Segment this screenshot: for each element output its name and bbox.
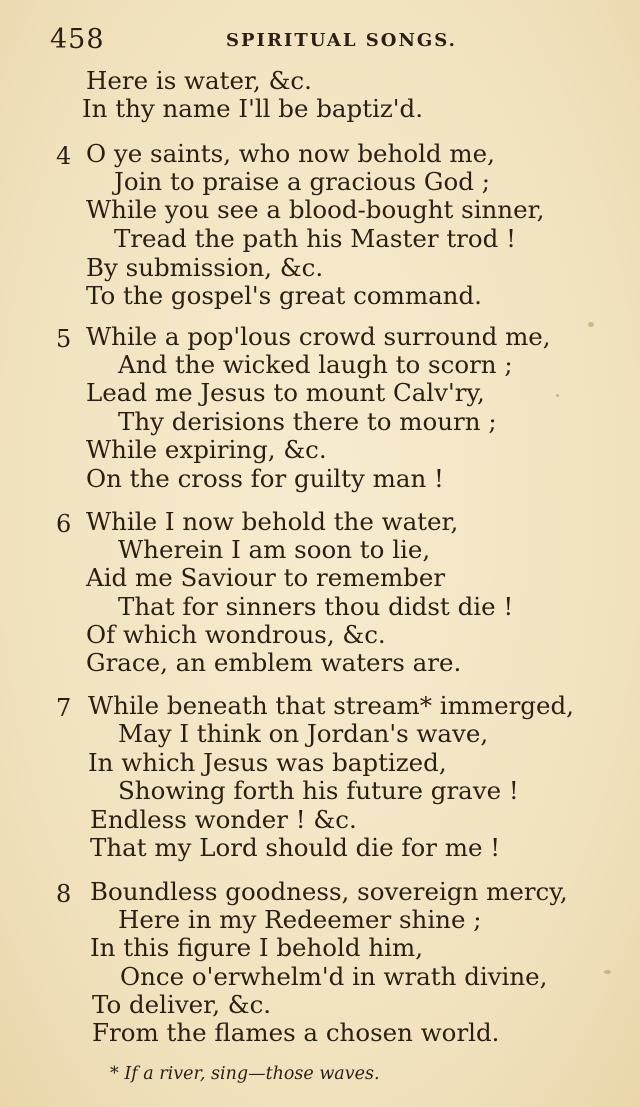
stanza-7-line-1: While beneath that stream* immerged, bbox=[88, 691, 574, 720]
continuation-line-2: In thy name I'll be baptiz'd. bbox=[82, 94, 424, 123]
stanza-4-line-6: To the gospel's great command. bbox=[86, 281, 482, 310]
stanza-6-line-1: While I now behold the water, bbox=[86, 507, 459, 536]
stanza-8-line-2: Here in my Redeemer shine ; bbox=[118, 905, 482, 934]
stanza-7-line-5: Endless wonder ! &c. bbox=[90, 805, 357, 834]
paper-speck bbox=[588, 322, 594, 327]
stanza-5-line-5: While expiring, &c. bbox=[86, 435, 327, 464]
stanza-6-line-6: Grace, an emblem waters are. bbox=[86, 648, 462, 677]
continuation-line-1: Here is water, &c. bbox=[86, 66, 312, 95]
stanza-6-number: 6 bbox=[56, 510, 72, 538]
stanza-8-number: 8 bbox=[56, 880, 72, 908]
paper-speck bbox=[604, 970, 611, 974]
stanza-5-line-1: While a pop'lous crowd surround me, bbox=[86, 322, 551, 351]
stanza-7-line-2: May I think on Jordan's wave, bbox=[118, 719, 489, 748]
stanza-6-line-3: Aid me Saviour to remember bbox=[86, 563, 446, 592]
stanza-7-number: 7 bbox=[56, 694, 72, 722]
stanza-4-line-1: O ye saints, who now behold me, bbox=[86, 139, 495, 168]
stanza-5-line-4: Thy derisions there to mourn ; bbox=[118, 407, 497, 436]
stanza-4-number: 4 bbox=[56, 142, 72, 170]
stanza-8-line-4: Once o'erwhelm'd in wrath divine, bbox=[120, 962, 548, 991]
stanza-6-line-5: Of which wondrous, &c. bbox=[86, 620, 386, 649]
footnote: * If a river, sing—those waves. bbox=[110, 1064, 380, 1084]
stanza-7-line-6: That my Lord should die for me ! bbox=[90, 833, 501, 862]
stanza-8-line-5: To deliver, &c. bbox=[92, 990, 272, 1019]
stanza-8-line-1: Boundless goodness, sovereign mercy, bbox=[90, 877, 568, 906]
stanza-4-line-3: While you see a blood-bought sinner, bbox=[86, 195, 545, 224]
stanza-8-line-3: In this figure I behold him, bbox=[90, 933, 423, 962]
stanza-7-line-4: Showing forth his future grave ! bbox=[118, 776, 519, 805]
stanza-5-line-6: On the cross for guilty man ! bbox=[86, 464, 444, 493]
stanza-8-line-6: From the flames a chosen world. bbox=[92, 1018, 500, 1047]
stanza-6-line-2: Wherein I am soon to lie, bbox=[118, 535, 431, 564]
stanza-6-line-4: That for sinners thou didst die ! bbox=[118, 592, 514, 621]
stanza-4-line-2: Join to praise a gracious God ; bbox=[114, 167, 490, 196]
stanza-5-number: 5 bbox=[56, 325, 72, 353]
stanza-4-line-4: Tread the path his Master trod ! bbox=[114, 224, 516, 253]
stanza-5-line-3: Lead me Jesus to mount Calv'ry, bbox=[86, 378, 485, 407]
stanza-4-line-5: By submission, &c. bbox=[86, 253, 324, 282]
stanza-5-line-2: And the wicked laugh to scorn ; bbox=[118, 350, 513, 379]
running-head: SPIRITUAL SONGS. bbox=[226, 30, 457, 51]
paper-speck bbox=[556, 394, 559, 397]
page-number: 458 bbox=[50, 24, 105, 55]
page-header bbox=[50, 24, 610, 54]
stanza-7-line-3: In which Jesus was baptized, bbox=[88, 748, 447, 777]
